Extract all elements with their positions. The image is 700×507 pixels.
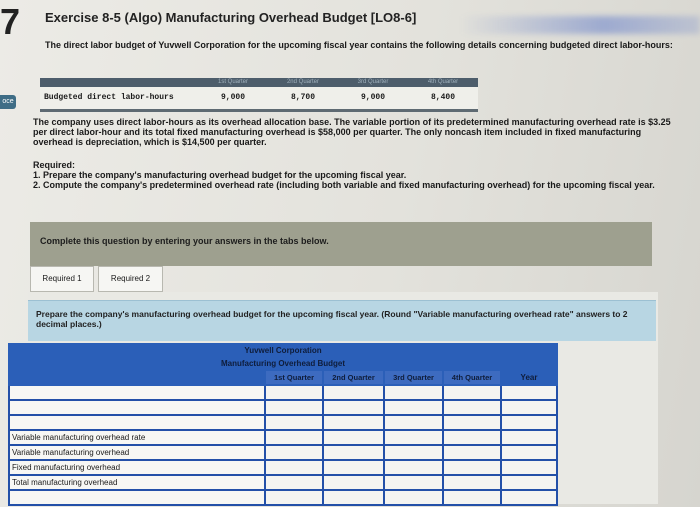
row-label-fixed-overhead: Fixed manufacturing overhead bbox=[9, 460, 265, 475]
budget-input-cell[interactable] bbox=[384, 475, 443, 490]
overhead-budget-table bbox=[8, 343, 558, 506]
budget-input-cell[interactable] bbox=[265, 430, 323, 445]
labor-hours-col-1: 1st Quarter bbox=[198, 78, 268, 87]
budget-input-cell[interactable] bbox=[265, 460, 323, 475]
budget-input-cell[interactable] bbox=[501, 475, 557, 490]
labor-hours-corner bbox=[40, 78, 198, 87]
labor-hours-q4: 8,400 bbox=[408, 87, 478, 111]
instruction-bar bbox=[30, 222, 652, 266]
budget-label-blank-3[interactable] bbox=[9, 415, 265, 430]
budget-input-cell[interactable] bbox=[323, 385, 384, 400]
budget-input-cell[interactable] bbox=[323, 400, 384, 415]
budget-input-cell[interactable] bbox=[501, 445, 557, 460]
budget-input-cell[interactable] bbox=[443, 490, 501, 505]
overhead-paragraph: The company uses direct labor-hours as its overhead allocation base. The variable portion of its predetermined manufacturing overhead rate is $3.25 per direct labor-hour and its total fixed manufacturing overhead is $58,000 per quarter. The only noncash item included in fixed manufacturing overhead is depreciation, which is $14,500 per quarter. bbox=[33, 117, 671, 147]
budget-input-cell[interactable] bbox=[384, 445, 443, 460]
row-label-variable-rate: Variable manufacturing overhead rate bbox=[9, 430, 265, 445]
budget-input-cell[interactable] bbox=[323, 475, 384, 490]
side-tab[interactable]: oce bbox=[0, 95, 16, 109]
budget-input-cell[interactable] bbox=[501, 400, 557, 415]
budget-input-cell[interactable] bbox=[443, 415, 501, 430]
budget-input-cell[interactable] bbox=[443, 460, 501, 475]
budget-corner bbox=[9, 370, 265, 385]
labor-hours-label: Budgeted direct labor-hours bbox=[40, 87, 198, 111]
required-section bbox=[33, 160, 688, 190]
labor-hours-col-4: 4th Quarter bbox=[408, 78, 478, 87]
budget-input-cell[interactable] bbox=[501, 490, 557, 505]
budget-input-cell[interactable] bbox=[265, 490, 323, 505]
budget-input-cell[interactable] bbox=[265, 385, 323, 400]
budget-input-cell[interactable] bbox=[265, 445, 323, 460]
budget-label-blank-2[interactable] bbox=[9, 400, 265, 415]
budget-input-cell[interactable] bbox=[384, 415, 443, 430]
instruction-text: Complete this question by entering your answers in the tabs below. bbox=[40, 236, 329, 246]
budget-label-blank-1[interactable] bbox=[9, 385, 265, 400]
budget-company: Yuvwell Corporation bbox=[9, 344, 557, 357]
labor-hours-q2: 8,700 bbox=[268, 87, 338, 111]
budget-input-cell[interactable] bbox=[501, 385, 557, 400]
budget-input-cell[interactable] bbox=[443, 445, 501, 460]
budget-year-header: Year bbox=[501, 370, 557, 385]
budget-input-cell[interactable] bbox=[323, 430, 384, 445]
budget-input-cell[interactable] bbox=[501, 460, 557, 475]
budget-input-cell[interactable] bbox=[323, 490, 384, 505]
budget-q2-header: 2nd Quarter bbox=[323, 370, 384, 385]
budget-q1-header: 1st Quarter bbox=[265, 370, 323, 385]
labor-hours-q1: 9,000 bbox=[198, 87, 268, 111]
budget-input-cell[interactable] bbox=[384, 460, 443, 475]
budget-input-cell[interactable] bbox=[384, 400, 443, 415]
budget-title: Manufacturing Overhead Budget bbox=[9, 357, 557, 370]
budget-input-cell[interactable] bbox=[443, 385, 501, 400]
budget-input-cell[interactable] bbox=[501, 430, 557, 445]
budget-input-cell[interactable] bbox=[501, 415, 557, 430]
required-heading: Required: bbox=[33, 160, 76, 170]
budget-input-cell[interactable] bbox=[443, 400, 501, 415]
prompt-text: Prepare the company's manufacturing overhead budget for the upcoming fiscal year. (Round "Variable manufacturing overhead rate" answers to 2 decimal places.) bbox=[36, 309, 628, 329]
budget-input-cell[interactable] bbox=[265, 400, 323, 415]
header-band bbox=[460, 16, 700, 34]
row-label-total-overhead: Total manufacturing overhead bbox=[9, 475, 265, 490]
budget-input-cell[interactable] bbox=[323, 460, 384, 475]
labor-hours-col-3: 3rd Quarter bbox=[338, 78, 408, 87]
budget-input-cell[interactable] bbox=[323, 445, 384, 460]
required-item-1: 1. Prepare the company's manufacturing overhead budget for the upcoming fiscal year. bbox=[33, 170, 407, 180]
required-item-2: 2. Compute the company's predetermined overhead rate (including both variable and fixed manufacturing overhead) for the upcoming fiscal year. bbox=[33, 180, 655, 190]
budget-input-cell[interactable] bbox=[265, 415, 323, 430]
labor-hours-q3: 9,000 bbox=[338, 87, 408, 111]
budget-input-cell[interactable] bbox=[384, 490, 443, 505]
intro-text: The direct labor budget of Yuvwell Corporation for the upcoming fiscal year contains the following details concerning budgeted direct labor-hours: bbox=[45, 40, 673, 50]
labor-hours-table bbox=[40, 78, 478, 112]
budget-input-cell[interactable] bbox=[265, 475, 323, 490]
budget-q3-header: 3rd Quarter bbox=[384, 370, 443, 385]
page-number: 7 bbox=[0, 1, 21, 42]
tab-required-1[interactable]: Required 1 bbox=[30, 266, 94, 292]
budget-label-blank-4[interactable] bbox=[9, 490, 265, 505]
row-label-variable-overhead: Variable manufacturing overhead bbox=[9, 445, 265, 460]
budget-input-cell[interactable] bbox=[384, 385, 443, 400]
labor-hours-col-2: 2nd Quarter bbox=[268, 78, 338, 87]
budget-input-cell[interactable] bbox=[323, 415, 384, 430]
exercise-title: Exercise 8-5 (Algo) Manufacturing Overhead Budget [LO8-6] bbox=[45, 10, 417, 25]
budget-input-cell[interactable] bbox=[443, 475, 501, 490]
prompt-box bbox=[28, 300, 656, 341]
tab-required-2[interactable]: Required 2 bbox=[98, 266, 163, 292]
budget-q4-header: 4th Quarter bbox=[443, 370, 501, 385]
budget-input-cell[interactable] bbox=[443, 430, 501, 445]
budget-input-cell[interactable] bbox=[384, 430, 443, 445]
